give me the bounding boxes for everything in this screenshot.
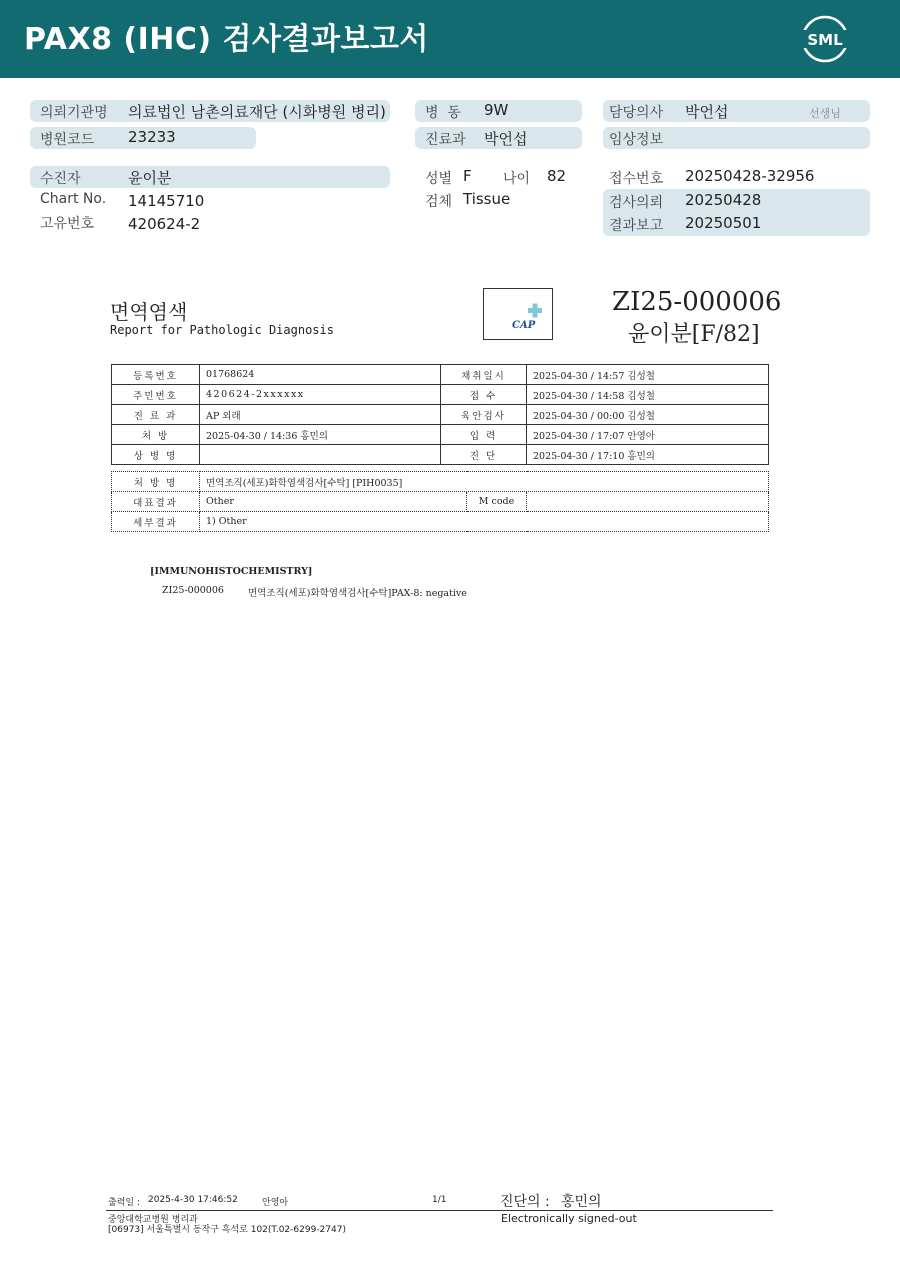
report-title: PAX8 (IHC) 검사결과보고서: [24, 22, 429, 57]
order-row: [112, 472, 769, 492]
order-value: 면역조직(세포)화학염색검사[수탁] [PIH0035]: [200, 472, 769, 492]
specimen-value: Tissue: [463, 190, 511, 208]
row-label: 처 방: [112, 425, 200, 445]
row-value: AP 외래: [200, 405, 441, 425]
unique-no-value: 420624-2: [128, 215, 201, 233]
rep-result-row: [112, 492, 769, 512]
registration-table: [111, 364, 769, 465]
report-title-ko: 면역염색: [110, 300, 188, 324]
row-label: 입 력: [441, 425, 527, 445]
mcode-label: M code: [467, 492, 527, 512]
receipt-no-label: 접수번호: [609, 171, 664, 187]
row-value: 2025-04-30 / 17:10 홍민의: [527, 445, 769, 465]
rep-result-value: Other: [200, 492, 467, 512]
specimen-label: 검체: [425, 194, 453, 210]
clinical-info-label: 임상정보: [609, 132, 664, 148]
row-label: 등록번호: [112, 365, 200, 385]
row-label: 주민번호: [112, 385, 200, 405]
institution-value: 의료법인 남촌의료재단 (시화병원 병리): [128, 103, 386, 121]
row-value: 2025-04-30 / 14:36 홍민의: [200, 425, 441, 445]
report-date-value: 20250501: [685, 214, 762, 232]
result-case: ZI25-000006: [162, 585, 224, 596]
row-value: 2025-04-30 / 14:57 김성철: [527, 365, 769, 385]
patient-pill: [30, 166, 390, 188]
row-label: 접 수: [441, 385, 527, 405]
ward-value: 9W: [484, 101, 509, 119]
sml-logo-text: SML: [807, 31, 843, 49]
result-text: 면역조직(세포)화학염색검사[수탁]PAX-8: negative: [248, 588, 467, 599]
sml-logo: [800, 14, 850, 64]
unique-no-label: 고유번호: [40, 216, 95, 232]
receipt-no-value: 20250428-32956: [685, 167, 815, 185]
ward-label: 병 동: [425, 105, 461, 121]
request-date-value: 20250428: [685, 191, 762, 209]
table-row: [112, 445, 769, 465]
sex-value: F: [463, 167, 472, 185]
row-value: 420624-2xxxxxx: [200, 385, 441, 405]
doctor-suffix: 선생님: [809, 107, 841, 120]
age-label: 나이: [503, 171, 531, 187]
row-value: 2025-04-30 / 14:58 김성철: [527, 385, 769, 405]
table-row: [112, 385, 769, 405]
department-label: 진료과: [425, 132, 466, 148]
row-value: 2025-04-30 / 17:07 안영아: [527, 425, 769, 445]
row-label: 채취일시: [441, 365, 527, 385]
print-datetime: 2025-4-30 17:46:52: [148, 1195, 238, 1205]
row-label: 진 료 과: [112, 405, 200, 425]
row-value: [200, 445, 441, 465]
diagnostician-name: 홍민의: [561, 1194, 602, 1210]
order-label: 처 방 명: [112, 472, 200, 492]
sex-label: 성별: [425, 171, 453, 187]
cap-logo: [484, 289, 552, 339]
request-date-label: 검사의뢰: [609, 195, 664, 211]
chart-no-label: Chart No.: [40, 191, 107, 207]
doctor-label: 담당의사: [609, 105, 664, 121]
row-label: 진 단: [441, 445, 527, 465]
hospital-address: [06973] 서울특별시 동작구 흑석로 102(T.02-6299-2747): [108, 1225, 346, 1235]
table-row: [112, 425, 769, 445]
chart-no-value: 14145710: [128, 192, 205, 210]
age-value: 82: [547, 167, 567, 185]
detail-row: [112, 512, 769, 532]
section-heading: [IMMUNOHISTOCHEMISTRY]: [150, 566, 313, 577]
report-date-label: 결과보고: [609, 218, 664, 234]
cap-logo-box: [483, 288, 553, 340]
detail-value: 1) Other: [200, 512, 769, 532]
patient-value: 윤이분: [128, 169, 172, 187]
order-table: [111, 471, 769, 532]
doctor-value: 박언섭: [685, 103, 729, 121]
rep-result-label: 대표결과: [112, 492, 200, 512]
table-row: [112, 365, 769, 385]
footer-divider: [106, 1210, 773, 1211]
cap-logo-text: CAP: [512, 320, 536, 331]
printer-name: 안영아: [262, 1198, 289, 1208]
report-title-en: Report for Pathologic Diagnosis: [110, 323, 334, 337]
print-label: 출력일 :: [108, 1198, 140, 1208]
page-number: 1/1: [432, 1195, 447, 1205]
patient-label: 수진자: [40, 171, 81, 187]
signed-out-note: Electronically signed-out: [501, 1212, 637, 1225]
diagnostician-label: 진단의 :: [500, 1194, 550, 1210]
patient-line: 윤이분[F/82]: [628, 322, 760, 347]
table-row: [112, 405, 769, 425]
hospital-name: 중앙대학교병원 병리과: [108, 1215, 198, 1225]
row-label: 육안검사: [441, 405, 527, 425]
hospital-code-value: 23233: [128, 128, 176, 146]
row-value: 2025-04-30 / 00:00 김성철: [527, 405, 769, 425]
institution-label: 의뢰기관명: [40, 105, 108, 121]
department-value: 박언섭: [484, 130, 528, 148]
row-value: 01768624: [200, 365, 441, 385]
mcode-value: [527, 492, 769, 512]
row-label: 상 병 명: [112, 445, 200, 465]
case-number: ZI25-000006: [612, 287, 782, 317]
detail-label: 세부결과: [112, 512, 200, 532]
hospital-code-label: 병원코드: [40, 132, 95, 148]
